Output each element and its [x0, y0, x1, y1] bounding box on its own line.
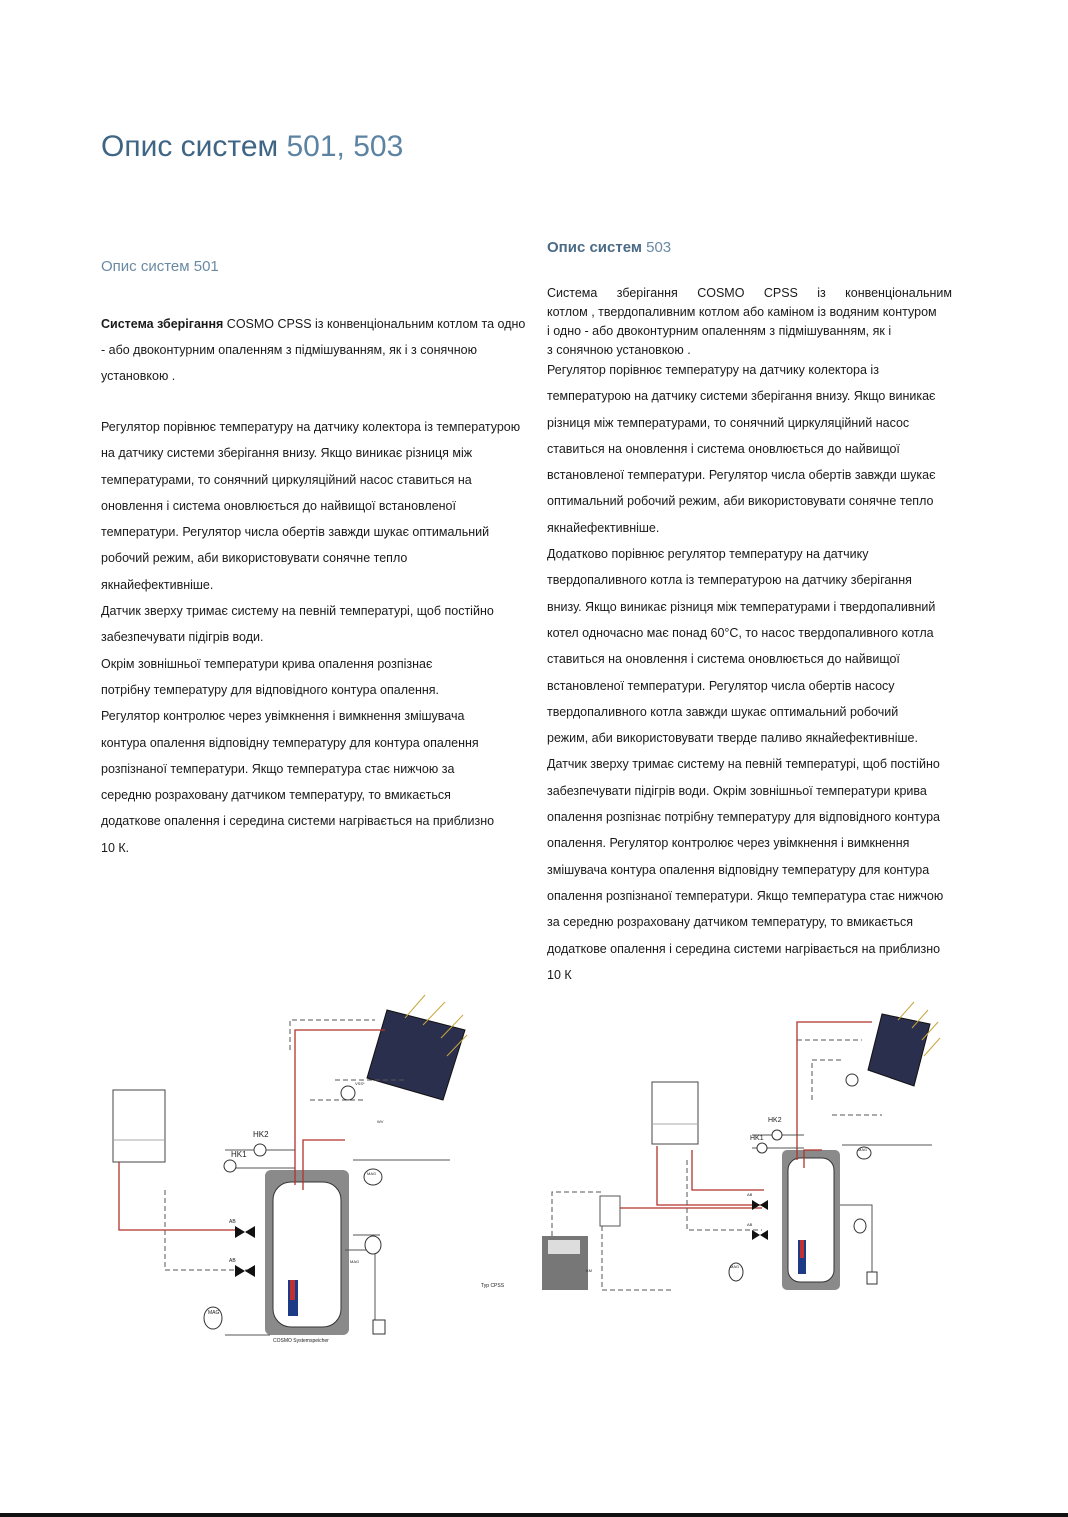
system-501-diagram: [105, 990, 520, 1350]
mixing-valve-icon: [752, 1200, 768, 1240]
pump-icon: [757, 1143, 767, 1153]
section-501-body: Регулятор порівнює температуру на датчику колектора із температурою на датчику системи зберігання внизу. Якщо виникає різниця між температурами, то сонячний циркуляційний насос ставиться на оновлення і система оновлюється до найвищої встановленої температури. Регулятор числа обертів завжди шукає оптимальний робочий режим, аби використовувати сонячне тепло якнайефективніше. Датчик зверху тримає систему на певній температурі, щоб постійно забезпечувати підігрів води. Окрім зовнішньої температури крива опалення розпізнає потрібну температуру для відповідного контура опалення. Регулятор контролює через увімкнення і вимкнення змішувача контура опалення відповідну температуру для контура опалення розпізнаної температури. Якщо температура стає нижчою за середню розраховану датчиком температуру, то вмикається додаткове опалення і середина системи нагрівається на приблизно 10 К.: [101, 420, 521, 855]
solar-collector-icon: [868, 1002, 940, 1086]
section-503-body: Регулятор порівнює температуру на датчику колектора із температурою на датчику системи зберігання внизу. Якщо виникає різниця між температурами, то сонячний циркуляційний насос ставиться на оновлення і система оновлюється до найвищої встановленої температури. Регулятор числа обертів завжди шукає оптимальний робочий режим, аби використовувати сонячне тепло якнайефективніше. Додатково порівнює регулятор температуру на датчику твердопаливного котла із температурою на датчику зберігання внизу. Якщо виникає різниця між температурами і твердопаливний котел одночасно має понад 60°C, то насос твердопаливного котла ставиться на оновлення і система оновлюється до найвищої встановленої температури. Регулятор числа обертів насосу твердопаливного котла завжди шукає оптимальний робочий режим, аби використовувати тверде паливо якнайефективніше. Датчик зверху тримає систему на певній температурі, щоб постійно забезпечувати підігрів води. Окрім зовнішньої температури крива опалення розпізнає потрібну температуру для відповідного контура опалення. Регулятор контролює через увімкнення і вимкнення змішувача контура опалення відповідну температуру для контура опалення розпізнаної температури. Якщо температура стає нижчою за середню розраховану датчиком температуру, то вмикається додаткове опалення і середина системи нагрівається на приблизно 10 К: [547, 363, 944, 982]
label-mag: MAG: [730, 1264, 740, 1269]
label-mag: MAG: [367, 1171, 377, 1176]
label-hk2: HK2: [253, 1130, 269, 1139]
boiler-icon: [652, 1082, 698, 1144]
section-503-heading-number: 503: [646, 239, 672, 256]
pump-icon: [224, 1160, 236, 1172]
label-vss: VSS*: [355, 1081, 365, 1086]
section-503-intro-line: Система зберігання COSMO CPSS із конвенціональним: [547, 286, 952, 300]
page-title-text: Опис систем: [101, 130, 279, 163]
expansion-vessel-icon: [365, 1236, 381, 1254]
solid-fuel-boiler-icon: [542, 1236, 588, 1290]
storage-tank-icon: [782, 1150, 840, 1290]
section-501-heading: Опис систем 501: [101, 258, 219, 275]
label-hk2: HK2: [768, 1117, 782, 1124]
storage-tank-icon: [265, 1170, 349, 1335]
expansion-vessel-icon: [846, 1074, 858, 1086]
label-ab: AB: [747, 1192, 753, 1197]
label-ab: AB: [747, 1222, 753, 1227]
canister-icon: [867, 1272, 877, 1284]
boiler-icon: [113, 1090, 165, 1162]
label-mag: MAG: [858, 1147, 868, 1152]
footer-rule: [0, 1513, 1068, 1517]
section-503-intro: [547, 284, 952, 360]
pump-icon: [254, 1144, 266, 1156]
section-503-intro-line: котлом , твердопаливним котлом або каміном із водяним контуром: [547, 305, 937, 319]
label-type: Typ CPSS: [481, 1283, 505, 1289]
system-503-diagram: [542, 1000, 952, 1295]
expansion-vessel-icon: [854, 1219, 866, 1233]
label-km: KM: [586, 1268, 592, 1273]
page-title: [101, 130, 403, 164]
label-wv: WV: [377, 1119, 384, 1124]
section-501-intro: [101, 311, 531, 389]
heat-exchanger-icon: [600, 1196, 620, 1226]
section-501-intro-text: COSMO CPSS із конвенціональним котлом та одно - або двоконтурним опаленням з підмішуванням, як і з сонячною установкою .: [101, 317, 526, 383]
label-hk1: HK1: [750, 1135, 764, 1142]
label-ab: AB: [229, 1219, 236, 1225]
expansion-vessel-icon: [341, 1086, 355, 1100]
label-mag: MAG: [208, 1310, 220, 1316]
label-mag: MAG: [350, 1259, 360, 1264]
solar-collector-icon: [367, 995, 467, 1100]
section-503-intro-line: з сонячною установкою .: [547, 343, 691, 357]
section-501-intro-bold: Система зберігання: [101, 317, 224, 331]
label-hk1: HK1: [231, 1150, 247, 1159]
page-title-numbers: 501, 503: [286, 130, 404, 163]
canister-icon: [373, 1320, 385, 1334]
section-503-heading: [547, 239, 671, 256]
section-503-heading-bold: Опис систем: [547, 239, 642, 256]
pump-icon: [772, 1130, 782, 1140]
label-storage: COSMO Systemspeicher: [273, 1338, 329, 1344]
mixing-valve-icon: [235, 1226, 255, 1277]
section-503-intro-line: і одно - або двоконтурним опаленням з підмішуванням, як і: [547, 324, 892, 338]
label-ab: AB: [229, 1258, 236, 1264]
